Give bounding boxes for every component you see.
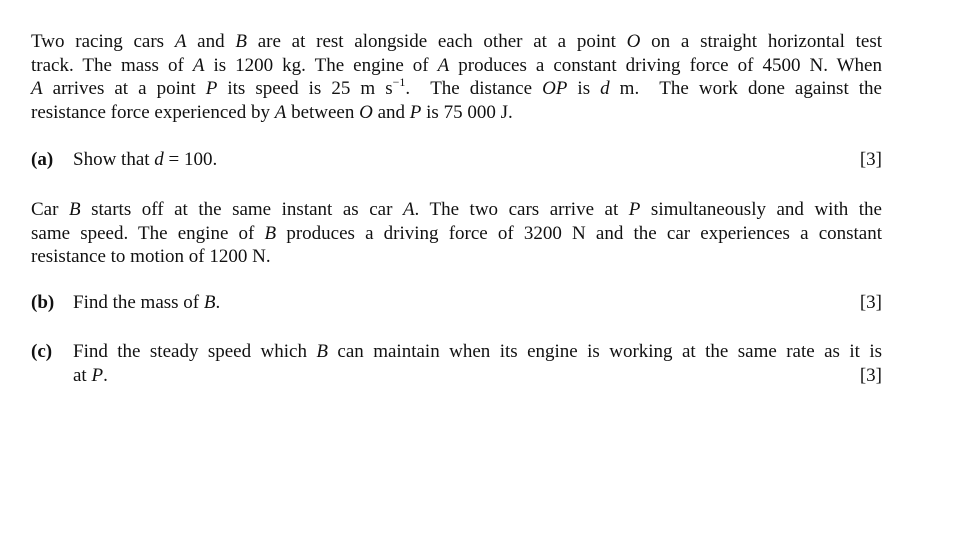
part-c-marks: [3] xyxy=(859,364,882,386)
part-c-line-1: Find the steady speed which B can maintain when its engine is working at the same rate as it is xyxy=(73,341,883,362)
intro-line-3: A arrives at a point P its speed is 25 m $s^{-1}$. The distance OP is d m. The work done against the xyxy=(31,75,882,99)
middle-line-1: Car B starts off at the same instant as car A. The two cars arrive at P simultaneously and with the xyxy=(31,199,882,220)
part-c-label: (c) xyxy=(31,341,53,362)
middle-line-3: resistance to motion of 1200 N. xyxy=(31,246,271,267)
middle-line-2: same speed. The engine of B produces a driving force of 3200 N and the car experiences a constant xyxy=(31,222,883,244)
part-c-line-2: at P. xyxy=(73,364,108,386)
middle-paragraph xyxy=(31,198,882,269)
part-a-marks: [3] xyxy=(859,149,882,170)
question-part-a xyxy=(31,148,882,172)
part-b-label: (b) xyxy=(31,292,55,313)
question-part-c xyxy=(31,340,882,387)
part-b-marks: [3] xyxy=(859,292,882,313)
question-part-b xyxy=(31,291,882,315)
intro-line-4: resistance force experienced by A between O and P is 75 000 J. xyxy=(31,101,513,123)
part-a-text: Show that d = 100. xyxy=(73,149,218,170)
intro-line-2: track. The mass of A is 1200 kg. The engine of A produces a constant driving force of 4500 N. When xyxy=(31,54,882,76)
part-b-text: Find the mass of B. xyxy=(73,292,221,313)
part-a-label: (a) xyxy=(31,149,54,170)
intro-paragraph xyxy=(31,30,882,124)
intro-line-1: Two racing cars A and B are at rest alongside each other at a point O on a straight horizontal test xyxy=(31,31,882,52)
